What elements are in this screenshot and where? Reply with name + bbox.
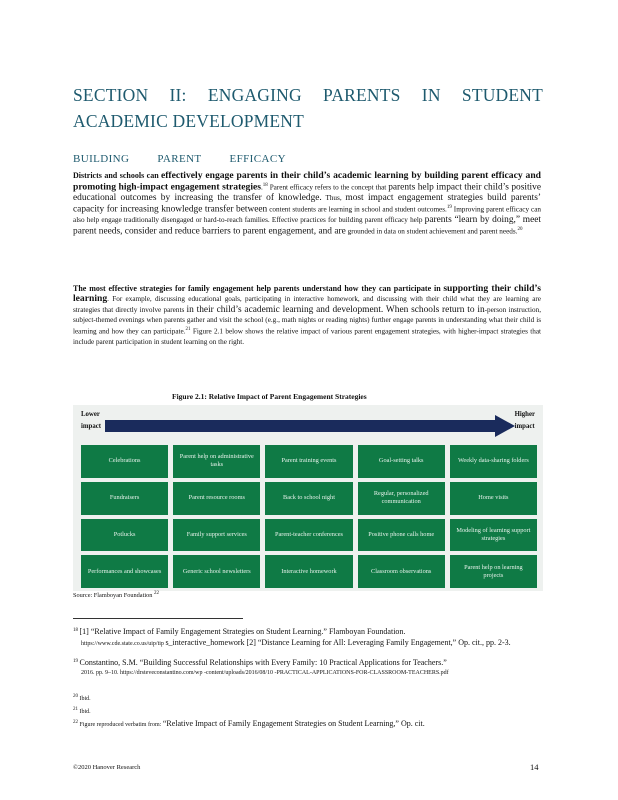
footnote-19: $^{19}$ Constantino, S.M. “Building Successful Relationships with Every Family: 10 Practical Applications for Teachers.” 2016. pp. 9–10. https://drsteveconstantino.com/wp -content/uploads/2016/08/10 -PRACTICAL-APPLICATIONS-FOR-CLASSROOM-TEACHERS.pdf [73, 658, 449, 676]
footnote-ref[interactable]: 20 [517, 227, 523, 233]
strategy-cell: Celebrations [81, 445, 168, 478]
strategy-cell: Fundraisers [81, 482, 168, 515]
footer-copyright: ©2020 Hanover Research [73, 764, 141, 771]
subsection-heading [73, 153, 286, 165]
footnote-link[interactable]: 2016. pp. 9–10. https://drsteveconstantino.com/wp [81, 670, 203, 676]
subsection-word-2: PARENT [157, 153, 202, 165]
subsection-word-1: BUILDING [73, 153, 130, 165]
strategy-cell: Positive phone calls home [358, 519, 445, 552]
strategy-cell: Parent help on learning projects [450, 555, 537, 588]
axis-low-label: Lower impact [81, 411, 102, 430]
footnote-21: $^{21}$ Ibid. [73, 707, 91, 715]
footnote-18: $^{18}$ [1] “Relative Impact of Family Engagement Strategies on Student Learning.” Flamboyan Foundation. https://www.cde.state.co.us/uip/tip s_interactive_homework [2] “Distance Learning for All: Leveraging Family Engagement,” Op. cit., pp. 2-3. [73, 627, 511, 647]
footnote-divider [73, 618, 243, 619]
strategy-cell: Back to school night [265, 482, 352, 515]
paragraph-parent-efficacy: Districts and schools can effectively engage parents in their child’s academic learning by building parent efficacy and promoting high-impact engagement strategies.$^{18}$ Parent efficacy refers to the concept that parents help impact their child’s positive educational outcomes by increasing the transfer of knowledge. Thus, most impact engagement strategies build parents’ capacity for increasing knowledge transfer between content students are learning in school and student outcomes.$^{19}$ Improving parent efficacy can also help engage traditionally disengaged or hard-to-reach families. Effective practices for building parent efficacy help parents “learn by doing,” meet parent needs, consider and reduce barriers to parent engagement, and are grounded in data on student achievement and parent needs.$^{20}$ [73, 170, 542, 237]
strategy-cell: Weekly data-sharing folders [450, 445, 537, 478]
strategy-cell: Interactive homework [265, 555, 352, 588]
subsection-word-3: EFFICACY [229, 153, 286, 165]
impact-figure [73, 405, 543, 591]
figure-source: Source: Flamboyan Foundation $^{22}$ [73, 591, 159, 600]
strategy-cell: Parent resource rooms [173, 482, 260, 515]
strategy-cell: Potlucks [81, 519, 168, 552]
strategy-cell: Parent training events [265, 445, 352, 478]
axis-high-label: Higher impact [514, 411, 535, 430]
strategy-cell: Parent help on administrative tasks [173, 445, 260, 478]
strategy-cell: Modeling of learning support strategies [450, 519, 537, 552]
section-title: SECTION II: ENGAGING PARENTS IN STUDENT ACADEMIC DEVELOPMENT [73, 85, 543, 131]
strategy-cell: Regular, personalized communication [358, 482, 445, 515]
strategy-cell: Parent-teacher conferences [265, 519, 352, 552]
footnote-20: $^{20}$ Ibid. [73, 694, 91, 702]
impact-arrow-icon [105, 415, 515, 437]
footnote-ref[interactable]: 19 [446, 205, 452, 211]
footnote-ref[interactable]: 21 [185, 327, 191, 333]
strategy-cell: Generic school newsletters [173, 555, 260, 588]
strategy-cell: Performances and showcases [81, 555, 168, 588]
footnote-22: $^{22}$ Figure reproduced verbatim from: “Relative Impact of Family Engagement Strategies on Student Learning,” Op. cit. [73, 719, 425, 728]
page-number: 14 [530, 762, 539, 772]
footnote-link[interactable]: https://www.cde.state.co.us/uip/tip [81, 641, 164, 647]
paragraph-effective-strategies: The most effective strategies for family engagement help parents understand how they can participate in supporting their child’s learning. For example, discussing educational goals, participating in interactive homework, and discussing with their child what they are learning are strategies that directly involve parents in their child’s academic learning and development. When schools return to in-person instruction, subject-themed evenings when parents gather and visit the school (e.g., math nights or reading nights) further engage parents in understanding what their child is learning and how they can participate.$^{21}$ Figure 2.1 below shows the relative impact of various parent engagement strategies, with higher-impact strategies that include parent participation in student learning on the right. [73, 283, 542, 346]
strategy-grid [81, 445, 537, 588]
footnote-ref[interactable]: 18 [262, 183, 268, 189]
footnote-ref[interactable]: 22 [153, 591, 159, 596]
strategy-cell: Home visits [450, 482, 537, 515]
strategy-cell: Goal-setting talks [358, 445, 445, 478]
strategy-cell: Classroom observations [358, 555, 445, 588]
figure-title: Figure 2.1: Relative Impact of Parent Engagement Strategies [172, 392, 367, 401]
strategy-cell: Family support services [173, 519, 260, 552]
